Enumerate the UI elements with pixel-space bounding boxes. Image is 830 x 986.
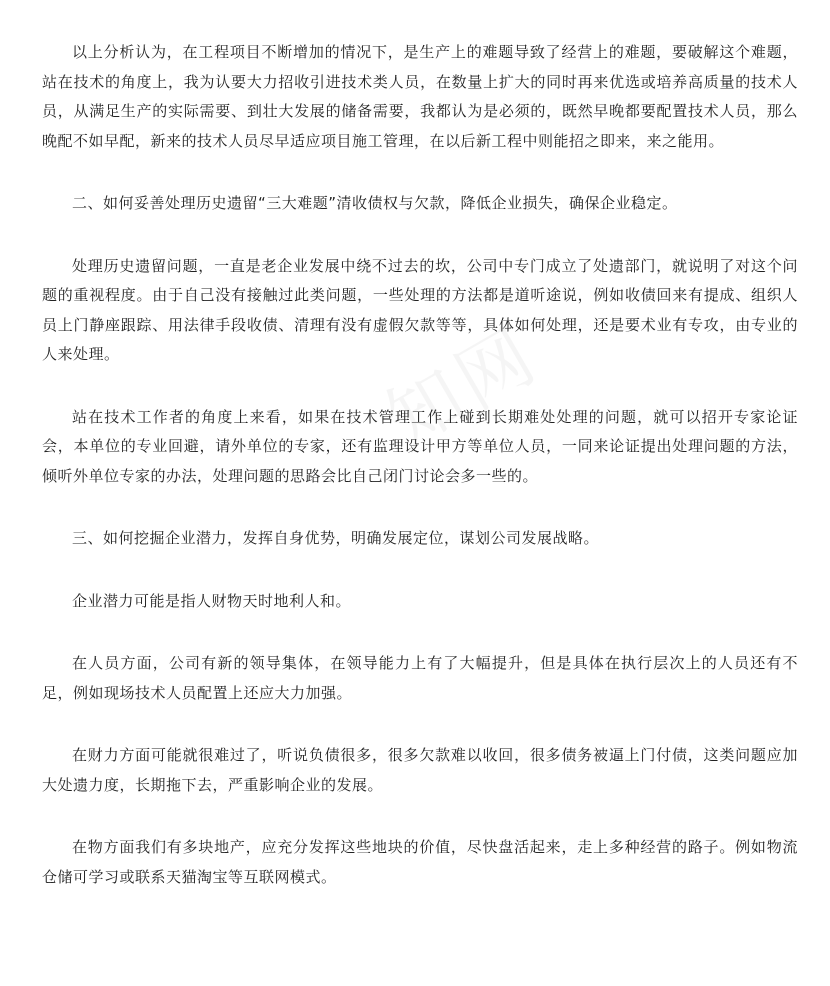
paragraph-gap — [42, 156, 798, 189]
paragraph-legacy-issues: 处理历史遗留问题，一直是老企业发展中绕不过去的坎，公司中专门成立了处遗部门，就说明了对这个问题的重视程度。由于自己没有接触过此类问题，一些处理的方法都是道听途说，例如收债回来有提成、组织人员上门静座跟踪、用法律手段收债、清理有没有虚假欠款等等，具体如何处理，还是要术业有专攻，由专业的人来处理。 — [42, 256, 798, 363]
paragraph-gap — [42, 800, 798, 833]
paragraph-gap — [42, 616, 798, 649]
paragraph-potential: 企业潜力可能是指人财物天时地利人和。 — [72, 591, 352, 610]
paragraph-gap — [42, 219, 798, 252]
paragraph-analysis-conclusion: 以上分析认为，在工程项目不断增加的情况下，是生产上的难题导致了经营上的难题，要破解这个难题，站在技术的角度上，我为认要大力招收引进技术类人员，在数量上扩大的同时再来优选或培养高质量的技术人员，从满足生产的实际需要、到壮大发展的储备需要，我都认为是必须的，既然早晚都要配置技术人员，那么晚配不如早配，新来的技术人员尽早适应项目施工管理，在以后新工程中则能招之即来，来之能用。 — [42, 43, 798, 150]
section-heading-three: 三、如何挖掘企业潜力，发挥自身优势，明确发展定位，谋划公司发展战略。 — [72, 529, 600, 547]
document-body — [42, 38, 798, 892]
paragraph-personnel: 在人员方面，公司有新的领导集体，在领导能力上有了大幅提升，但是具体在执行层次上的人员还有不足，例如现场技术人员配置上还应大力加强。 — [42, 654, 798, 702]
paragraph-finance: 在财力方面可能就很难过了，听说负债很多，很多欠款难以收回，很多债务被逼上门付债，这类问题应加大处遗力度，长期拖下去，严重影响企业的发展。 — [42, 746, 798, 794]
paragraph-gap — [42, 491, 798, 524]
paragraph-gap — [42, 708, 798, 741]
paragraph-gap — [42, 554, 798, 587]
paragraph-expert-review: 站在技术工作者的角度上来看，如果在技术管理工作上碰到长期难处处理的问题，就可以招开专家论证会，本单位的专业回避，请外单位的专家，还有监理设计甲方等单位人员，一同来论证提出处理问题的方法，倾听外单位专家的办法，处理问题的思路会比自己闭门讨论会多一些的。 — [42, 407, 798, 485]
paragraph-gap — [42, 370, 798, 403]
section-heading-two: 二、如何妥善处理历史遗留“三大难题”清收债权与欠款，降低企业损失，确保企业稳定。 — [72, 194, 678, 212]
paragraph-property: 在物方面我们有多块地产，应充分发挥这些地块的价值，尽快盘活起来，走上多种经营的路子。例如物流仓储可学习或联系天猫淘宝等互联网模式。 — [42, 838, 798, 886]
